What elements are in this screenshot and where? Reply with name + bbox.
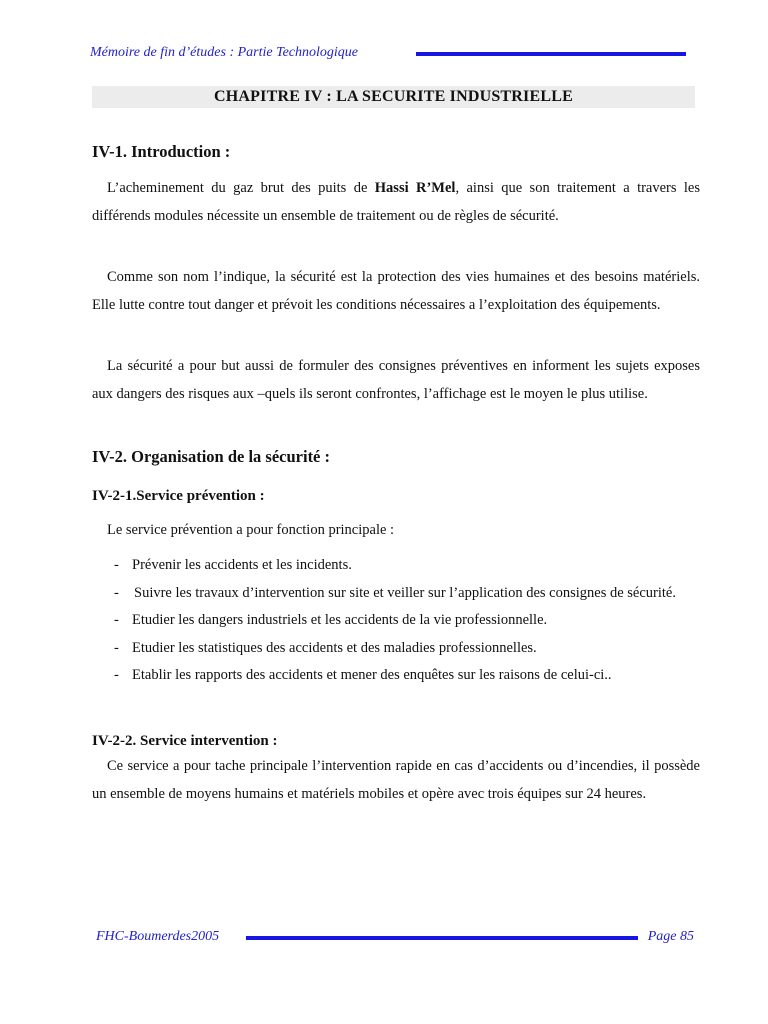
page-header (90, 44, 696, 64)
list-item-text: Etudier les dangers industriels et les accidents de la vie professionnelle. (132, 612, 548, 628)
header-title: Mémoire de fin d’études : Partie Technologique (90, 45, 359, 60)
header-rule (416, 52, 686, 56)
list-dash: - (114, 584, 119, 601)
footer-source: FHC-Boumerdes2005 (96, 929, 220, 944)
list-item (92, 607, 700, 635)
list-item-text: Etudier les statistiques des accidents et des maladies professionnelles. (132, 639, 537, 656)
list-item-text: Suivre les travaux d’intervention sur site et veiller sur l’application des consignes de sécurité. (134, 584, 676, 601)
list-item (92, 662, 700, 690)
section-heading-organisation: IV-2. Organisation de la sécurité : (92, 447, 331, 466)
intro-paragraph-1 (92, 175, 700, 230)
subsection-heading-prevention: IV-2-1.Service prévention : (92, 488, 265, 504)
prevention-intro: Le service prévention a pour fonction principale : (107, 522, 395, 538)
list-dash: - (114, 667, 119, 683)
intro-text: L’acheminement du gaz brut des puits de (107, 180, 375, 196)
intro-paragraph-2: Comme son nom l’indique, la sécurité est la protection des vies humaines et des besoins matériels. Elle lutte contre tout danger et prévoit les conditions nécessaires a l’exploitation des équipements. (92, 269, 700, 313)
list-item (92, 552, 700, 580)
section-heading-introduction: IV-1. Introduction : (92, 142, 231, 161)
list-dash: - (114, 612, 119, 628)
prevention-list (92, 552, 700, 690)
list-dash: - (114, 557, 119, 573)
list-dash: - (114, 639, 119, 656)
chapter-title: CHAPITRE IV : LA SECURITE INDUSTRIELLE (92, 86, 695, 108)
intervention-paragraph: Ce service a pour tache principale l’intervention rapide en cas d’accidents ou d’incendies, il possède un ensemble de moyens humains et matériels mobiles et opère avec trois équipes sur 24 heures. (92, 758, 700, 802)
list-item (92, 635, 700, 663)
subsection-heading-intervention: IV-2-2. Service intervention : (92, 733, 278, 749)
page-footer (96, 928, 696, 948)
list-item-text: Etablir les rapports des accidents et mener des enquêtes sur les raisons de celui-ci.. (132, 667, 612, 683)
list-item-text: Prévenir les accidents et les incidents. (132, 557, 352, 573)
list-item (92, 580, 700, 608)
hassi-rmel-bold: Hassi R’Mel (374, 180, 456, 196)
footer-rule (246, 936, 638, 940)
intro-paragraph-3: La sécurité a pour but aussi de formuler des consignes préventives en informent les sujets exposes aux dangers des risques aux –quels ils seront confrontes, l’affichage est le moyen le plus utilise. (92, 358, 700, 402)
page-number: Page 85 (647, 929, 694, 944)
intro-text-continued: , ainsi que son traitement a travers les différends modules nécessite un ensemble de traitement ou de règles de sécurité. (92, 180, 701, 224)
